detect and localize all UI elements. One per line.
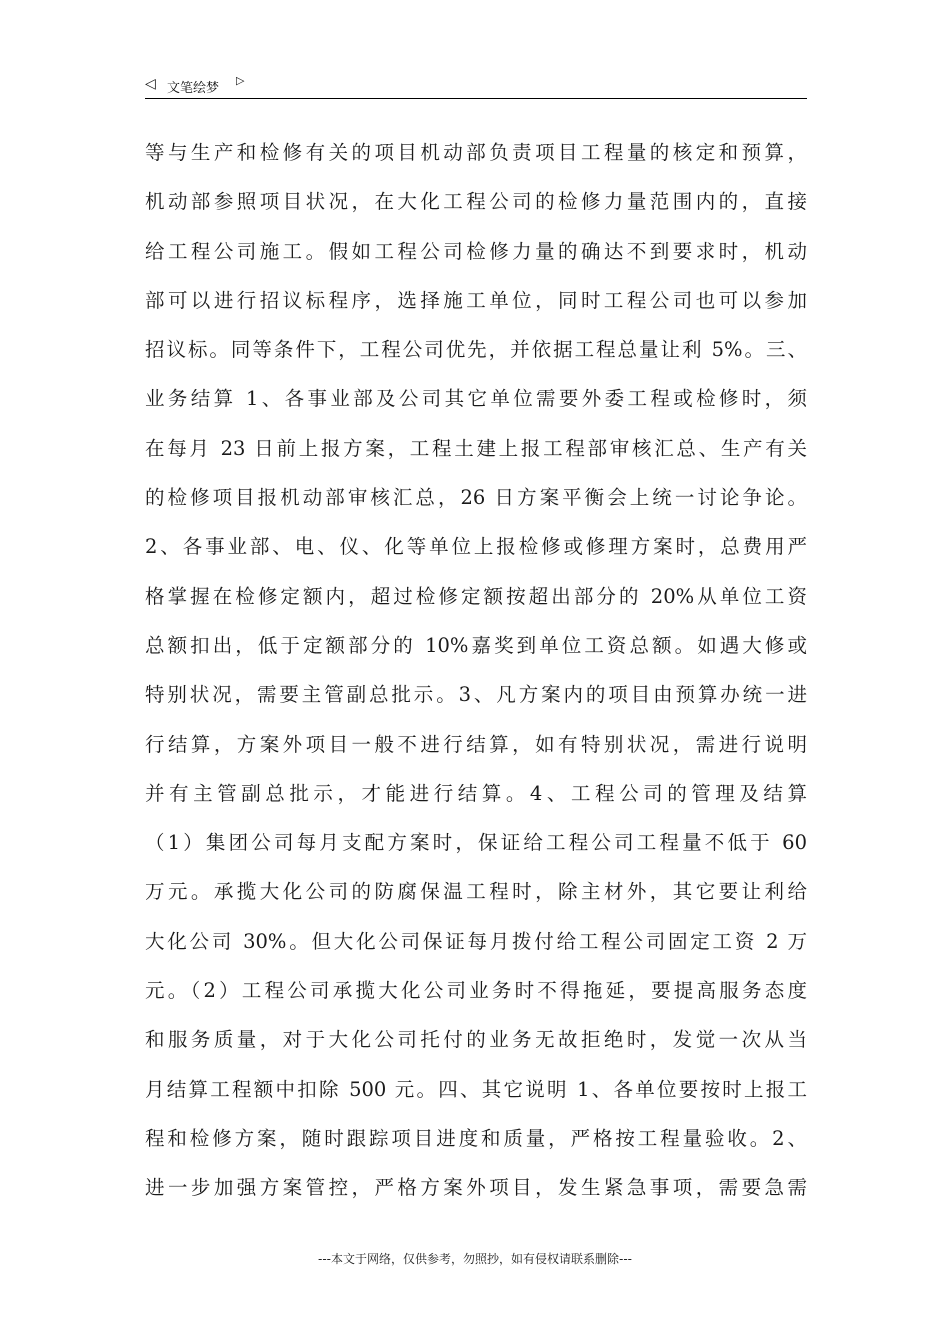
text-line: 在每月 23 日前上报方案，工程土建上报工程部审核汇总、生产有关: [145, 436, 807, 460]
text-line: 2、各事业部、电、仪、化等单位上报检修或修理方案时，总费用严: [145, 535, 807, 559]
page-header: [145, 72, 807, 99]
text-line: 的检修项目报机动部审核汇总，26 日方案平衡会上统一讨论争论。: [145, 486, 807, 510]
text-line: 月结算工程额中扣除 500 元。四、其它说明 1、各单位要按时上报工: [145, 1077, 807, 1101]
text-line: 机动部参照项目状况，在大化工程公司的检修力量范围内的，直接: [145, 190, 807, 214]
text-line: 和服务质量，对于大化公司托付的业务无故拒绝时，发觉一次从当: [145, 1028, 807, 1052]
text-line: 总额扣出，低于定额部分的 10%嘉奖到单位工资总额。如遇大修或: [145, 633, 807, 657]
text-line: 元。（2）工程公司承揽大化公司业务时不得拖延，要提高服务态度: [145, 979, 807, 1003]
text-line: 大化公司 30%。但大化公司保证每月拨付给工程公司固定工资 2 万: [145, 929, 807, 953]
text-line: 业务结算 1、各事业部及公司其它单位需要外委工程或检修时，须: [145, 387, 807, 411]
text-line: 招议标。同等条件下，工程公司优先，并依据工程总量让利 5%。三、: [145, 338, 807, 362]
text-line: 程和检修方案，随时跟踪项目进度和质量，严格按工程量验收。2、: [145, 1126, 807, 1150]
text-line: 并有主管副总批示，才能进行结算。4、工程公司的管理及结算: [145, 781, 807, 805]
document-body: [145, 128, 807, 1213]
header-brand: 文笔绘梦: [167, 81, 220, 96]
text-line: 部可以进行招议标程序，选择施工单位，同时工程公司也可以参加: [145, 288, 807, 312]
text-line: （1）集团公司每月支配方案时，保证给工程公司工程量不低于 60: [145, 831, 807, 855]
text-line: 进一步加强方案管控，严格方案外项目，发生紧急事项，需要急需: [145, 1176, 807, 1200]
text-line: 格掌握在检修定额内，超过检修定额按超出部分的 20%从单位工资: [145, 584, 807, 608]
text-line: 行结算，方案外项目一般不进行结算，如有特别状况，需进行说明: [145, 732, 807, 756]
text-line: 等与生产和检修有关的项目机动部负责项目工程量的核定和预算，: [145, 141, 807, 164]
page-footer-disclaimer: ---本文于网络，仅供参考，勿照抄，如有侵权请联系删除---: [318, 1252, 632, 1266]
text-line: 给工程公司施工。假如工程公司检修力量的确达不到要求时，机动: [145, 239, 807, 263]
text-line: 特别状况，需要主管副总批示。3、凡方案内的项目由预算办统一进: [145, 683, 807, 707]
text-line: 万元。承揽大化公司的防腐保温工程时，除主材外，其它要让利给: [145, 880, 807, 904]
triangle-left-icon: ◁: [145, 76, 156, 92]
triangle-right-icon: ▷: [236, 74, 245, 87]
